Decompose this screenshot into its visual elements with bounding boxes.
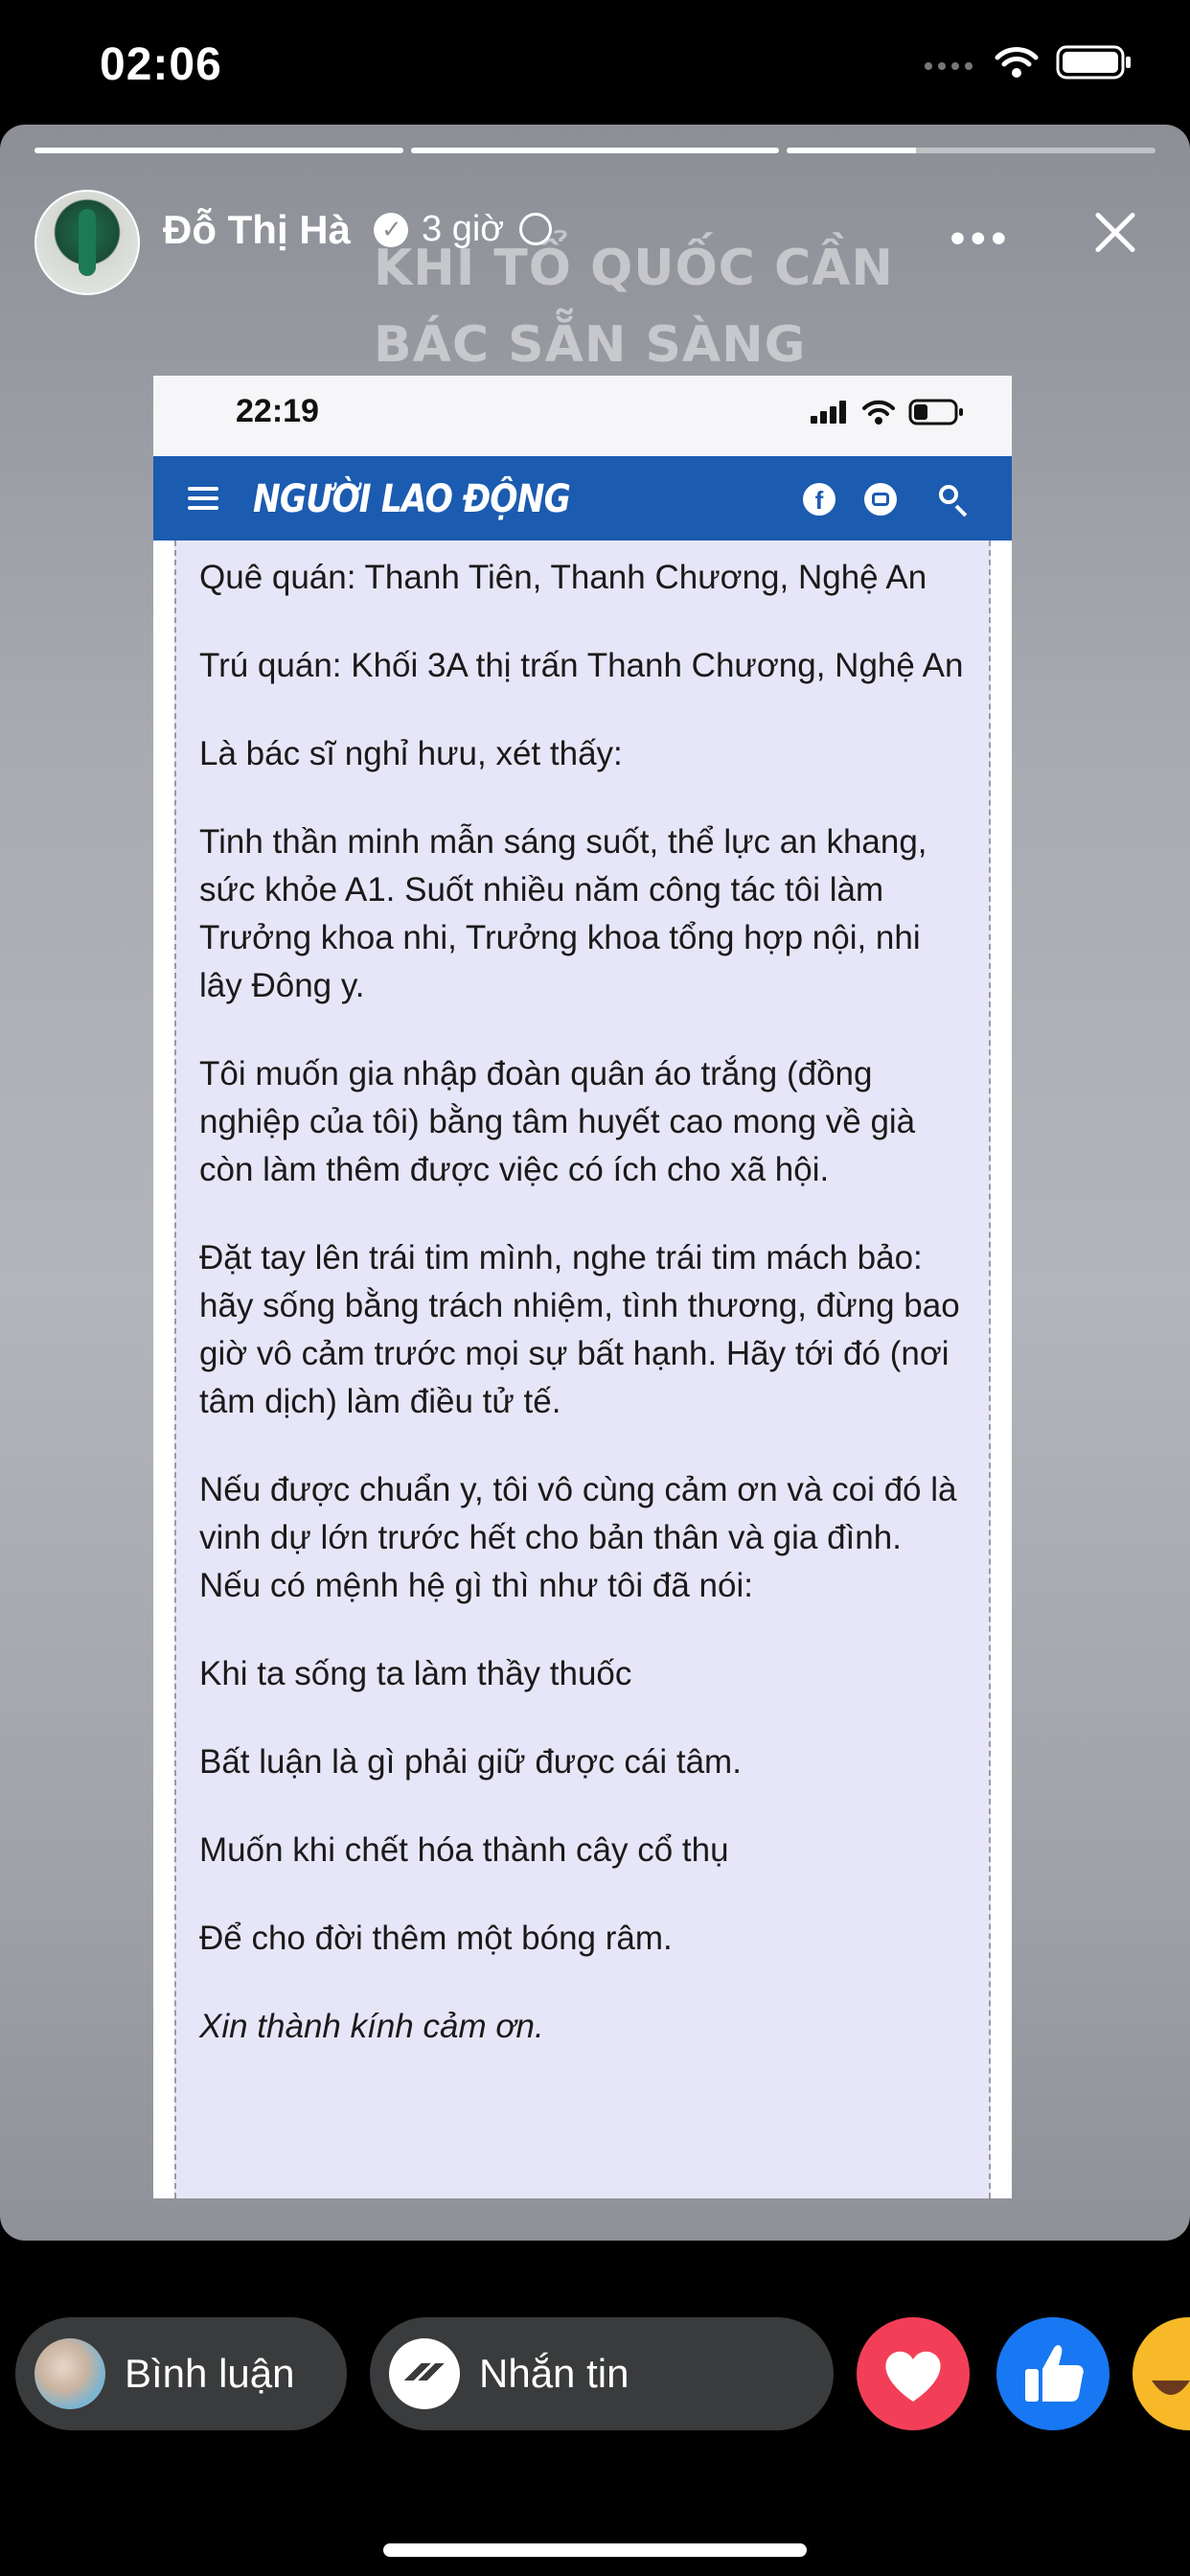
haha-reaction-button[interactable] bbox=[1133, 2317, 1190, 2430]
close-icon[interactable] bbox=[1085, 201, 1146, 263]
article-paragraph: Xin thành kính cảm ơn. bbox=[199, 2008, 544, 2045]
comment-button[interactable] bbox=[15, 2317, 347, 2430]
article-paragraph: Là bác sĩ nghỉ hưu, xét thấy: bbox=[199, 735, 623, 772]
screenshot-status-bar bbox=[153, 376, 1012, 456]
battery-icon bbox=[1056, 44, 1133, 80]
love-reaction-button[interactable] bbox=[857, 2317, 970, 2430]
article-paragraph: Quê quán: Thanh Tiên, Thanh Chương, Nghệ An bbox=[199, 559, 927, 596]
message-label: Nhắn tin bbox=[479, 2351, 629, 2396]
site-logo: NGƯỜI LAO ĐỘNG bbox=[253, 477, 570, 521]
search-icon bbox=[937, 483, 970, 516]
caption-line: KHI TỔ QUỐC CẦN BÁC SẴN SÀNG bbox=[374, 240, 894, 374]
progress-segment bbox=[34, 148, 403, 153]
article-paragraph: Muốn khi chết hóa thành cây cổ thụ bbox=[199, 1831, 729, 1869]
progress-segment bbox=[787, 148, 1156, 153]
wifi-icon bbox=[862, 400, 895, 425]
site-navbar bbox=[153, 456, 1012, 540]
article-paragraph: Tôi muốn gia nhập đoàn quân áo trắng (đồng nghiệp của tôi) bằng tâm huyết cao mong về già còn làm thêm được việc có ích cho xã hội. bbox=[199, 1055, 916, 1188]
battery-icon bbox=[908, 399, 964, 426]
article-paragraph: Khi ta sống ta làm thầy thuốc bbox=[199, 1655, 632, 1692]
wifi-icon bbox=[995, 46, 1039, 79]
article-paragraph: Để cho đời thêm một bóng râm. bbox=[199, 1920, 673, 1957]
heart-icon bbox=[857, 2317, 970, 2430]
story-viewer[interactable] bbox=[0, 125, 1190, 2241]
status-icons bbox=[924, 44, 1133, 80]
signal-icon bbox=[924, 53, 977, 72]
facebook-icon: f bbox=[803, 483, 835, 516]
story-action-bar bbox=[0, 2241, 1190, 2576]
menu-icon bbox=[188, 487, 218, 516]
shared-screenshot bbox=[153, 376, 1012, 2198]
status-time: 02:06 bbox=[100, 39, 222, 90]
article-body bbox=[174, 540, 991, 2198]
user-name[interactable]: Đỗ Thị Hà bbox=[163, 207, 351, 252]
article-paragraph: Nếu được chuẩn y, tôi vô cùng cảm ơn và coi đó là vinh dự lớn trước hết cho bản thân và gia đình. Nếu có mệnh hệ gì thì như tôi đã nói: bbox=[199, 1471, 957, 1604]
laugh-icon bbox=[1133, 2317, 1190, 2430]
screenshot-time: 22:19 bbox=[236, 393, 319, 429]
messenger-icon bbox=[389, 2338, 460, 2409]
home-indicator[interactable] bbox=[383, 2543, 807, 2557]
youtube-icon bbox=[864, 483, 897, 516]
avatar bbox=[34, 2338, 105, 2409]
thumbs-up-icon bbox=[996, 2317, 1110, 2430]
avatar[interactable] bbox=[34, 190, 140, 295]
screenshot-status-icons bbox=[811, 399, 964, 426]
article-paragraph: Đặt tay lên trái tim mình, nghe trái tim mách bảo: hãy sống bằng trách nhiệm, tình thương, đừng bao giờ vô cảm trước mọi sự bất hạnh. Hãy tới đó (nơi tâm dịch) làm điều tử tế. bbox=[199, 1239, 960, 1420]
progress-fill bbox=[34, 148, 403, 153]
like-reaction-button[interactable] bbox=[996, 2317, 1110, 2430]
article-paragraph: Trú quán: Khối 3A thị trấn Thanh Chương, Nghệ An bbox=[199, 647, 964, 684]
post-time: 3 giờ bbox=[422, 209, 505, 249]
signal-icon bbox=[811, 401, 849, 424]
status-bar bbox=[0, 0, 1190, 125]
progress-fill bbox=[787, 148, 916, 153]
more-icon[interactable]: ••• bbox=[950, 215, 1012, 262]
progress-fill bbox=[411, 148, 780, 153]
article-paragraph: Tinh thần minh mẫn sáng suốt, thể lực an khang, sức khỏe A1. Suốt nhiều năm công tác tôi làm Trưởng khoa nhi, Trưởng khoa tổng hợp nội, nhi lây Đông y. bbox=[199, 823, 927, 1004]
story-progress bbox=[34, 148, 1156, 153]
article-paragraph: Bất luận là gì phải giữ được cái tâm. bbox=[199, 1743, 742, 1781]
message-button[interactable] bbox=[370, 2317, 834, 2430]
comment-label: Bình luận bbox=[125, 2351, 295, 2396]
progress-segment bbox=[411, 148, 780, 153]
